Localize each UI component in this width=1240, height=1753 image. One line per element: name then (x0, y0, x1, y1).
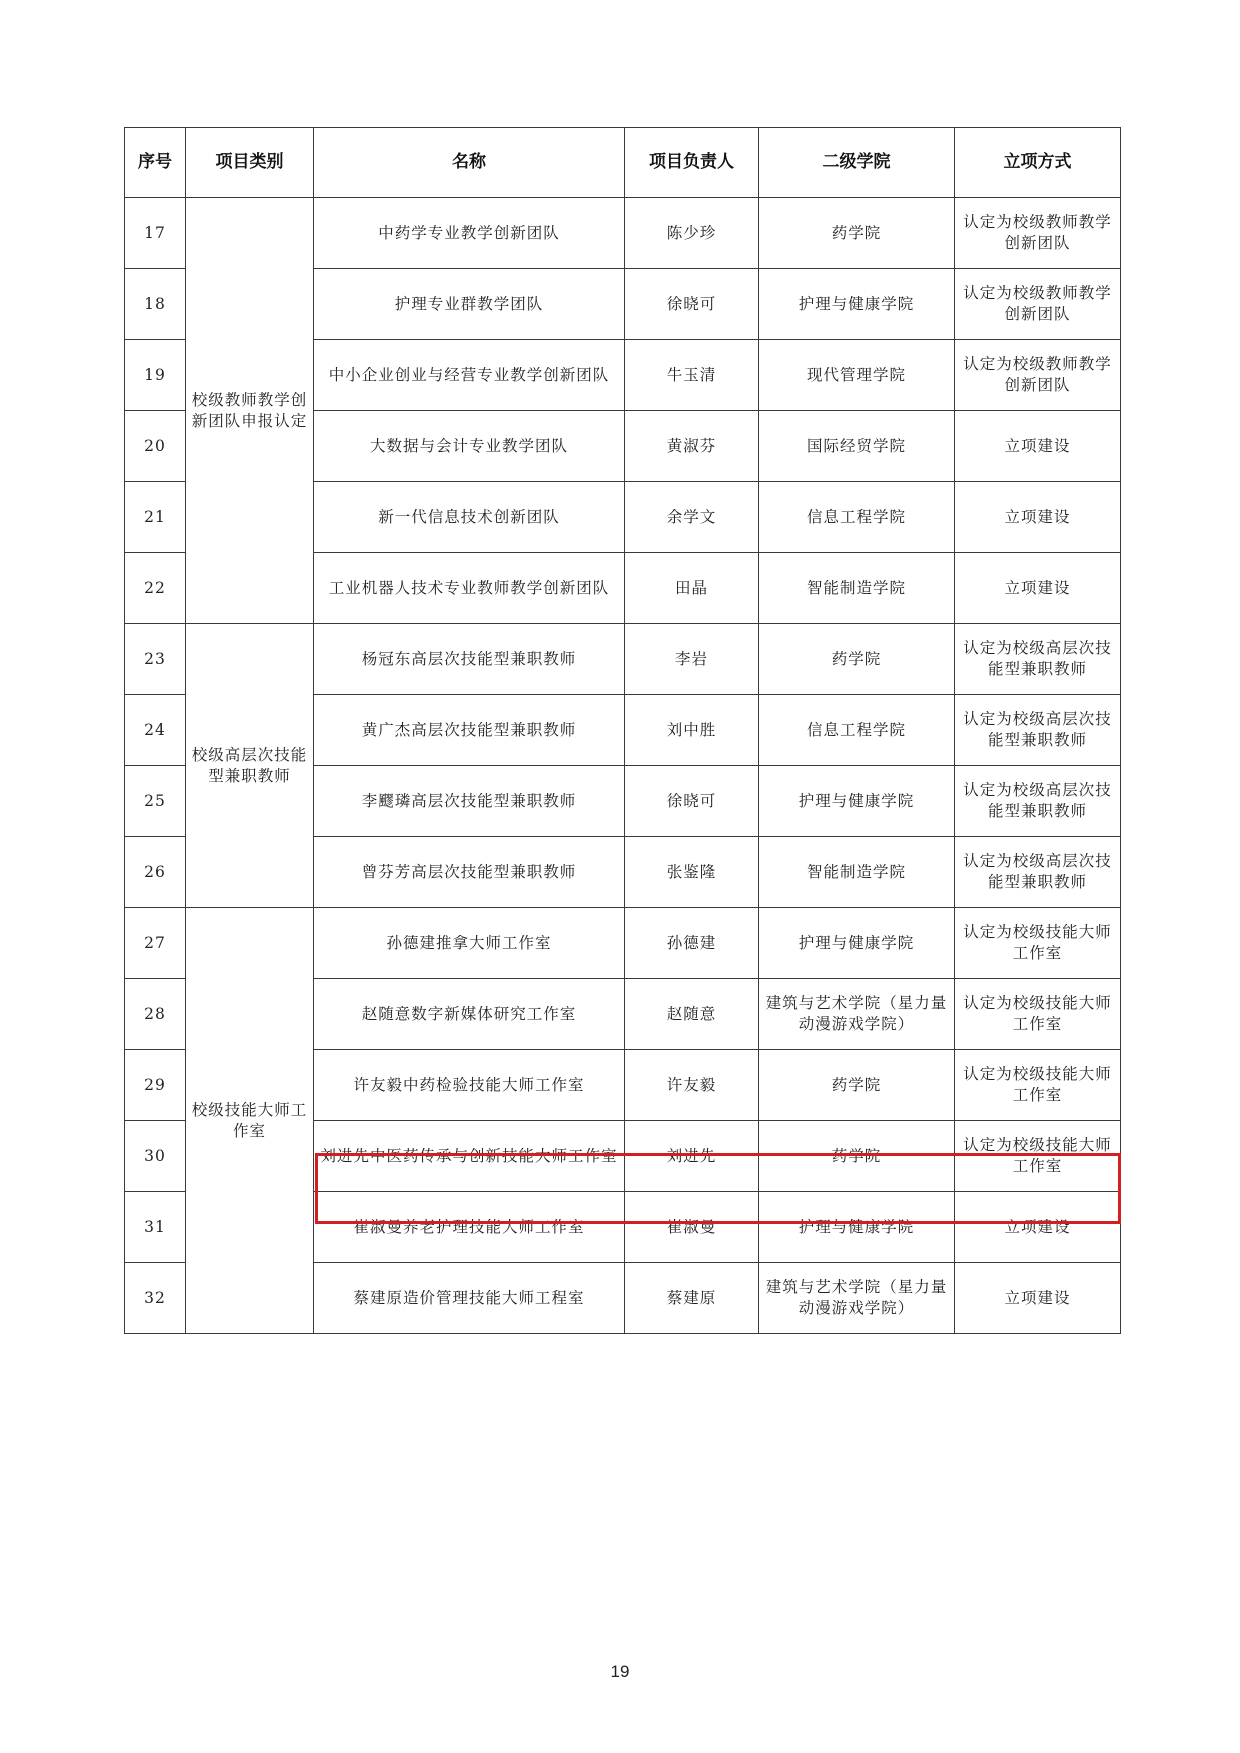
cell-college: 药学院 (759, 1050, 955, 1121)
cell-name: 中药学专业教学创新团队 (314, 198, 625, 269)
cell-college: 药学院 (759, 1121, 955, 1192)
document-sheet (124, 127, 1120, 1334)
page-number: 19 (610, 1662, 630, 1681)
cell-method: 立项建设 (955, 411, 1121, 482)
table-body (125, 198, 1121, 1334)
cell-seq: 28 (125, 979, 186, 1050)
cell-method: 认定为校级高层次技能型兼职教师 (955, 624, 1121, 695)
cell-seq: 18 (125, 269, 186, 340)
cell-seq: 25 (125, 766, 186, 837)
project-table (124, 127, 1121, 1334)
cell-seq: 24 (125, 695, 186, 766)
cell-category (186, 908, 314, 1334)
cell-seq: 20 (125, 411, 186, 482)
cell-method: 认定为校级技能大师工作室 (955, 1121, 1121, 1192)
cell-method: 认定为校级教师教学创新团队 (955, 340, 1121, 411)
cell-college: 建筑与艺术学院（星力量动漫游戏学院） (759, 1263, 955, 1334)
cell-method: 认定为校级高层次技能型兼职教师 (955, 837, 1121, 908)
header-leader: 项目负责人 (625, 128, 759, 198)
cell-leader: 崔淑曼 (625, 1192, 759, 1263)
category-label: 校级教师教学创新团队申报认定 (191, 390, 308, 430)
cell-method: 认定为校级高层次技能型兼职教师 (955, 766, 1121, 837)
cell-college: 护理与健康学院 (759, 766, 955, 837)
cell-seq: 29 (125, 1050, 186, 1121)
cell-name: 许友毅中药检验技能大师工作室 (314, 1050, 625, 1121)
cell-method: 立项建设 (955, 553, 1121, 624)
cell-college: 现代管理学院 (759, 340, 955, 411)
cell-college: 信息工程学院 (759, 482, 955, 553)
table-row (125, 908, 1121, 979)
cell-leader: 徐晓可 (625, 269, 759, 340)
cell-name: 赵随意数字新媒体研究工作室 (314, 979, 625, 1050)
cell-college: 智能制造学院 (759, 553, 955, 624)
cell-method: 认定为校级技能大师工作室 (955, 1050, 1121, 1121)
cell-method: 立项建设 (955, 1192, 1121, 1263)
cell-seq: 26 (125, 837, 186, 908)
category-label: 校级高层次技能型兼职教师 (191, 745, 308, 785)
cell-method: 立项建设 (955, 1263, 1121, 1334)
cell-leader: 陈少珍 (625, 198, 759, 269)
cell-leader: 刘中胜 (625, 695, 759, 766)
cell-seq: 27 (125, 908, 186, 979)
cell-seq: 30 (125, 1121, 186, 1192)
cell-leader: 蔡建原 (625, 1263, 759, 1334)
category-label: 校级技能大师工作室 (191, 1100, 308, 1140)
cell-leader: 刘进先 (625, 1121, 759, 1192)
cell-seq: 31 (125, 1192, 186, 1263)
table-row (125, 198, 1121, 269)
cell-college: 信息工程学院 (759, 695, 955, 766)
table-header (125, 128, 1121, 198)
cell-method: 认定为校级技能大师工作室 (955, 908, 1121, 979)
cell-leader: 孙德建 (625, 908, 759, 979)
cell-leader: 赵随意 (625, 979, 759, 1050)
cell-college: 国际经贸学院 (759, 411, 955, 482)
cell-name: 新一代信息技术创新团队 (314, 482, 625, 553)
cell-name: 中小企业创业与经营专业教学创新团队 (314, 340, 625, 411)
cell-method: 认定为校级高层次技能型兼职教师 (955, 695, 1121, 766)
cell-leader: 李岩 (625, 624, 759, 695)
cell-name: 大数据与会计专业教学团队 (314, 411, 625, 482)
cell-leader: 许友毅 (625, 1050, 759, 1121)
cell-college: 护理与健康学院 (759, 1192, 955, 1263)
cell-college: 护理与健康学院 (759, 269, 955, 340)
cell-college: 药学院 (759, 624, 955, 695)
header-method: 立项方式 (955, 128, 1121, 198)
cell-category (186, 624, 314, 908)
cell-college: 建筑与艺术学院（星力量动漫游戏学院） (759, 979, 955, 1050)
cell-leader: 徐晓可 (625, 766, 759, 837)
cell-leader: 牛玉清 (625, 340, 759, 411)
cell-seq: 23 (125, 624, 186, 695)
cell-name: 刘进先中医药传承与创新技能大师工作室 (314, 1121, 625, 1192)
header-row (125, 128, 1121, 198)
cell-seq: 21 (125, 482, 186, 553)
cell-name: 护理专业群教学团队 (314, 269, 625, 340)
cell-method: 认定为校级技能大师工作室 (955, 979, 1121, 1050)
cell-seq: 22 (125, 553, 186, 624)
cell-name: 杨冠东高层次技能型兼职教师 (314, 624, 625, 695)
header-seq: 序号 (125, 128, 186, 198)
cell-seq: 32 (125, 1263, 186, 1334)
cell-seq: 19 (125, 340, 186, 411)
cell-method: 认定为校级教师教学创新团队 (955, 198, 1121, 269)
cell-college: 药学院 (759, 198, 955, 269)
cell-name: 曾芬芳高层次技能型兼职教师 (314, 837, 625, 908)
cell-name: 蔡建原造价管理技能大师工程室 (314, 1263, 625, 1334)
cell-method: 认定为校级教师教学创新团队 (955, 269, 1121, 340)
cell-category (186, 198, 314, 624)
cell-college: 护理与健康学院 (759, 908, 955, 979)
table-row (125, 624, 1121, 695)
header-college: 二级学院 (759, 128, 955, 198)
cell-method: 立项建设 (955, 482, 1121, 553)
cell-seq: 17 (125, 198, 186, 269)
header-category: 项目类别 (186, 128, 314, 198)
cell-name: 工业机器人技术专业教师教学创新团队 (314, 553, 625, 624)
cell-leader: 田晶 (625, 553, 759, 624)
cell-name: 李飂璘高层次技能型兼职教师 (314, 766, 625, 837)
cell-leader: 黄淑芬 (625, 411, 759, 482)
header-name: 名称 (314, 128, 625, 198)
cell-name: 崔淑曼养老护理技能大师工作室 (314, 1192, 625, 1263)
cell-leader: 张鉴隆 (625, 837, 759, 908)
cell-leader: 余学文 (625, 482, 759, 553)
cell-name: 孙德建推拿大师工作室 (314, 908, 625, 979)
cell-college: 智能制造学院 (759, 837, 955, 908)
cell-name: 黄广杰高层次技能型兼职教师 (314, 695, 625, 766)
